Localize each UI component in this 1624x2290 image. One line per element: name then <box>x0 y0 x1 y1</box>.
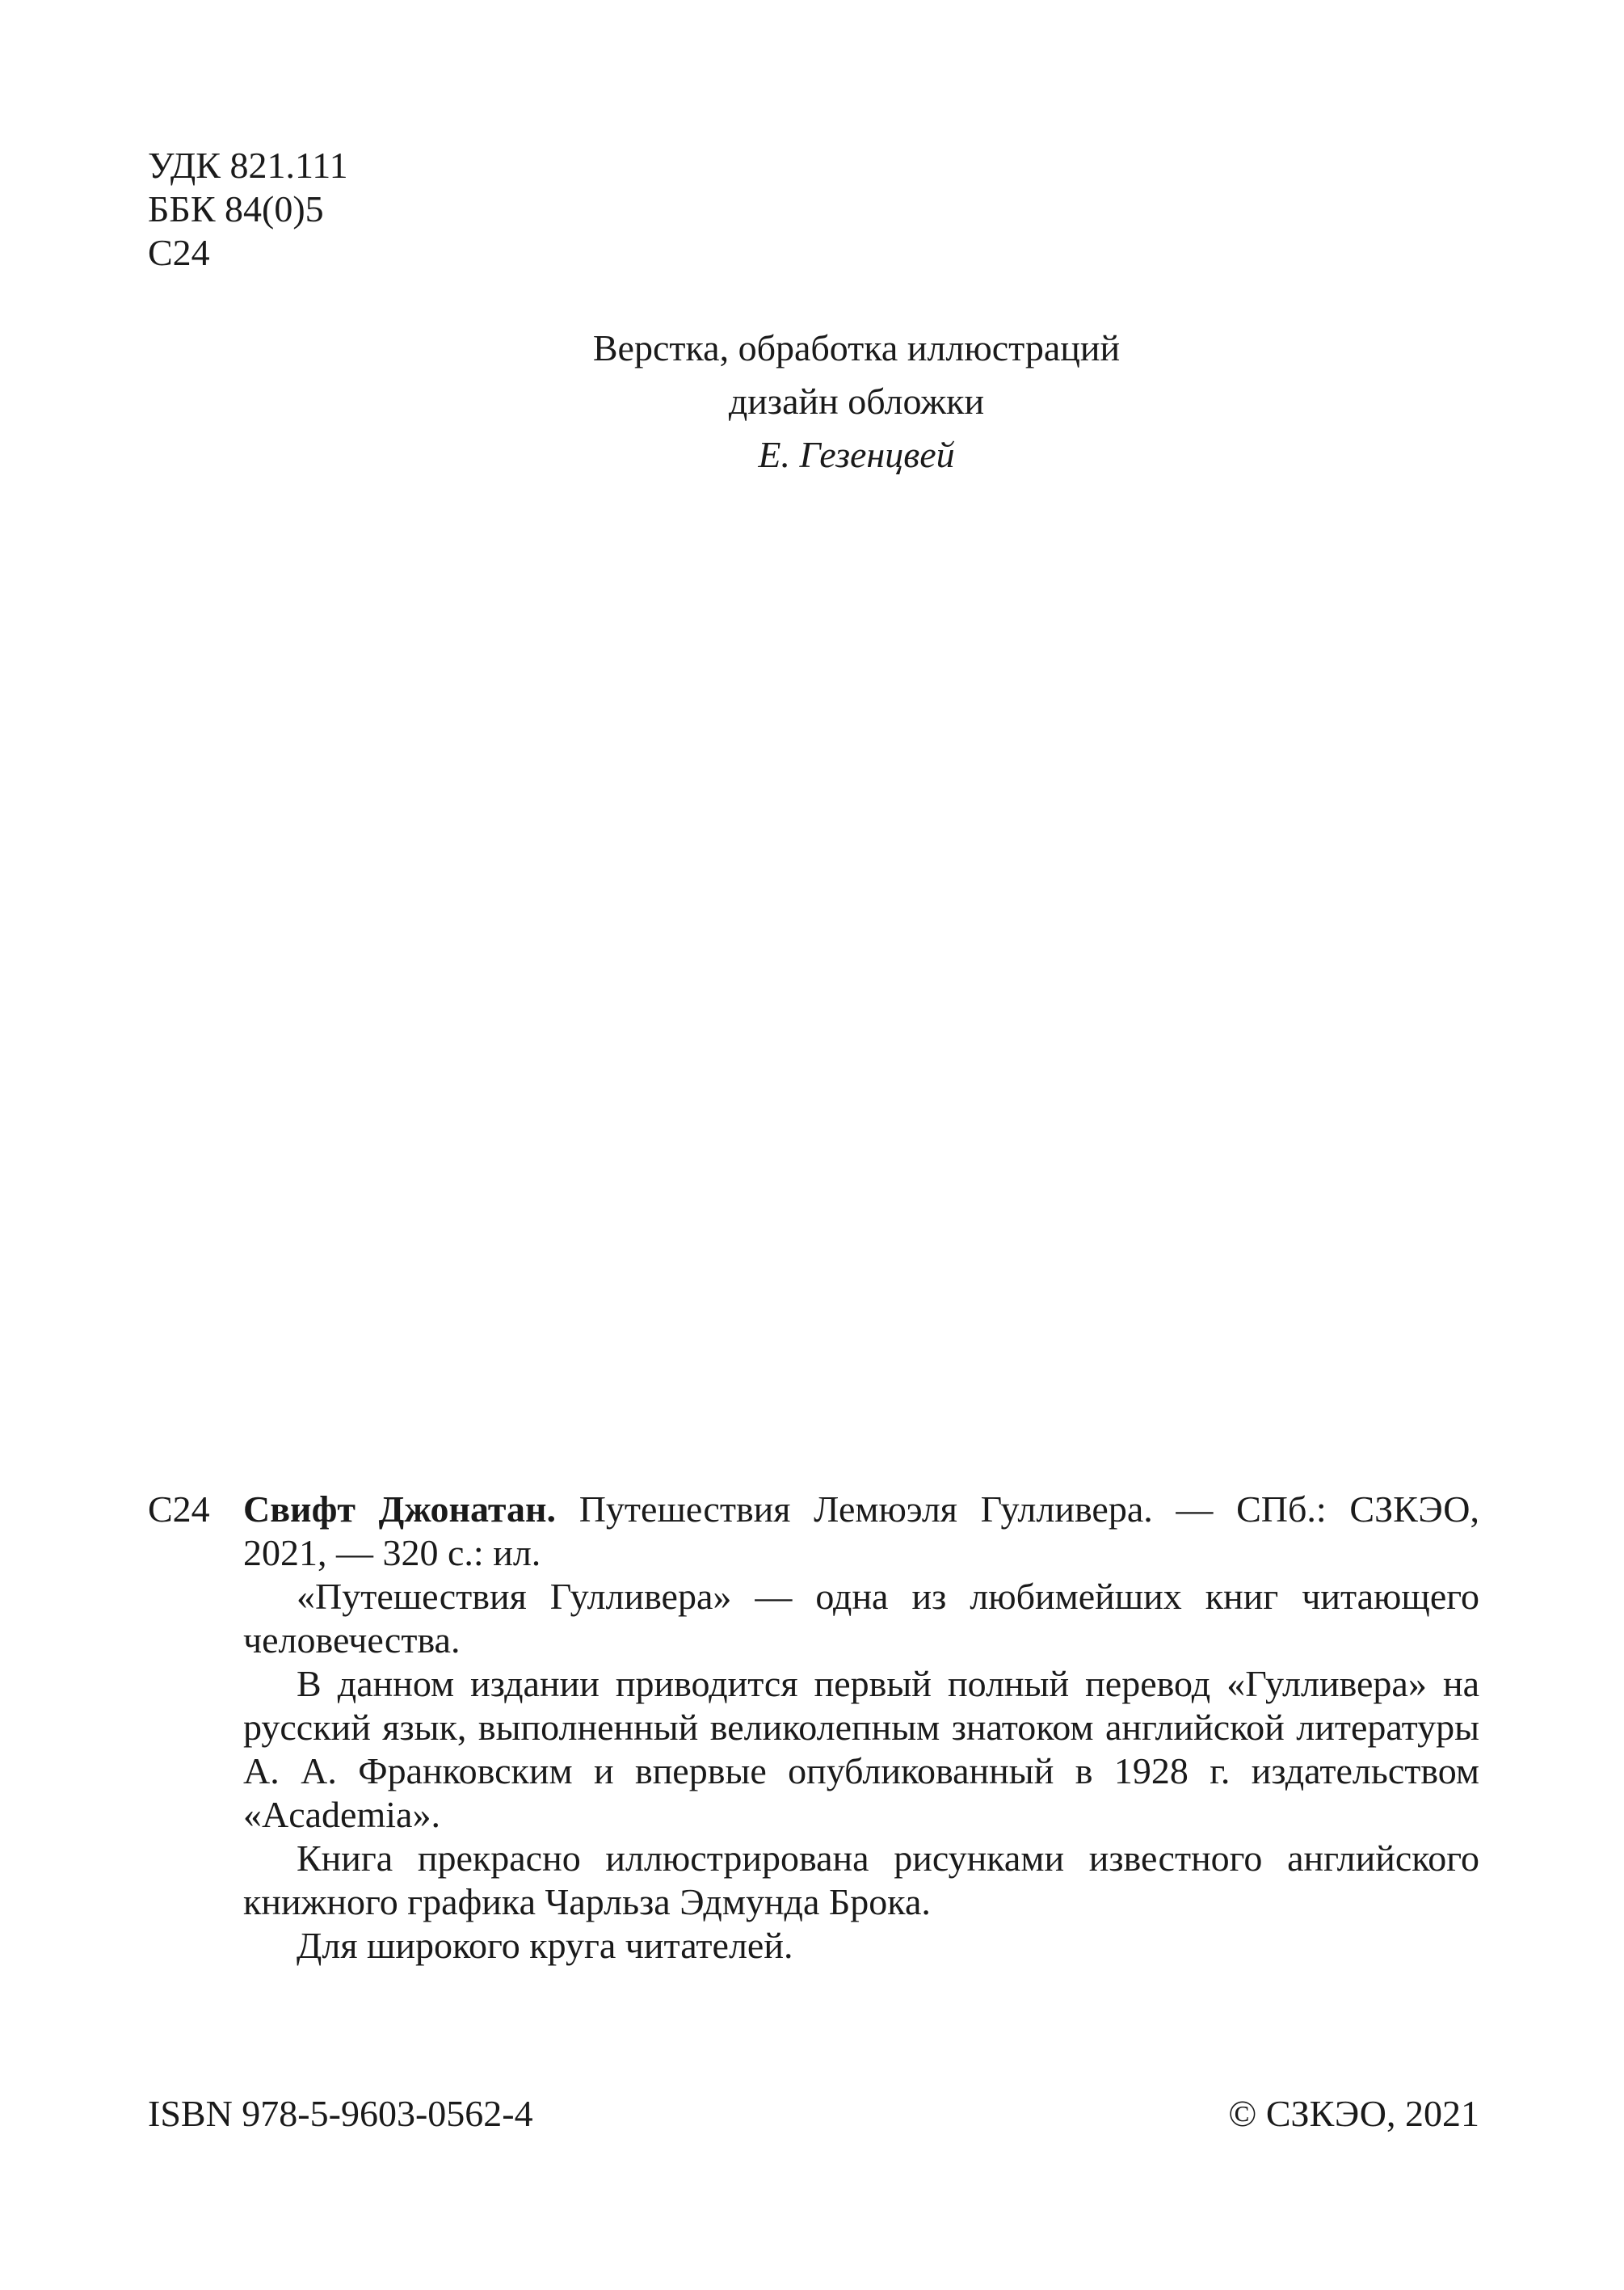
annotation <box>148 1575 1479 1968</box>
annotation-paragraph: «Путешествия Гулливера» — одна из любимейших книг читающего человечества. <box>243 1576 1479 1661</box>
credits-block <box>0 322 1624 482</box>
annotation-paragraph: Книга прекрасно иллюстрирована рисунками известного английского книжного графика Чарльза Эдмунда Брока. <box>243 1837 1479 1922</box>
udk-code: УДК 821.111 <box>148 145 348 186</box>
copyright: © СЗКЭО, 2021 <box>1228 2093 1479 2134</box>
record-description <box>243 1488 1479 1575</box>
credits-line-layout: Верстка, обработка иллюстраций <box>592 327 1121 368</box>
annotation-paragraph: Для широкого круга читателей. <box>297 1925 793 1966</box>
record-title: Путешествия Лемюэля Гулливера. — СПб.: СЗКЭО, <box>578 1488 1480 1530</box>
credits-designer-name: Е. Гезенцвей <box>758 434 955 475</box>
record-imprint: 2021, — 320 с.: ил. <box>243 1532 541 1573</box>
credits-line-cover: дизайн обложки <box>728 381 985 422</box>
page-footer <box>148 2092 1479 2136</box>
record-header <box>148 1488 1479 1575</box>
record-title-line <box>243 1488 1479 1531</box>
isbn: ISBN 978-5-9603-0562-4 <box>148 2093 533 2134</box>
bibliographic-record <box>148 1488 1479 1968</box>
record-author: Свифт Джонатан. <box>243 1488 557 1530</box>
classification-block <box>148 144 348 275</box>
record-code: С24 <box>148 1488 210 1530</box>
author-mark: С24 <box>148 232 210 273</box>
bbk-code: ББК 84(0)5 <box>148 188 324 229</box>
annotation-paragraph: В данном издании приводится первый полный перевод «Гулливера» на русский язык, выполненный великолепным знатоком английской литературы А. А. Франковским и впервые опубликованный в 1928 г. издательством «Academia». <box>243 1663 1479 1835</box>
